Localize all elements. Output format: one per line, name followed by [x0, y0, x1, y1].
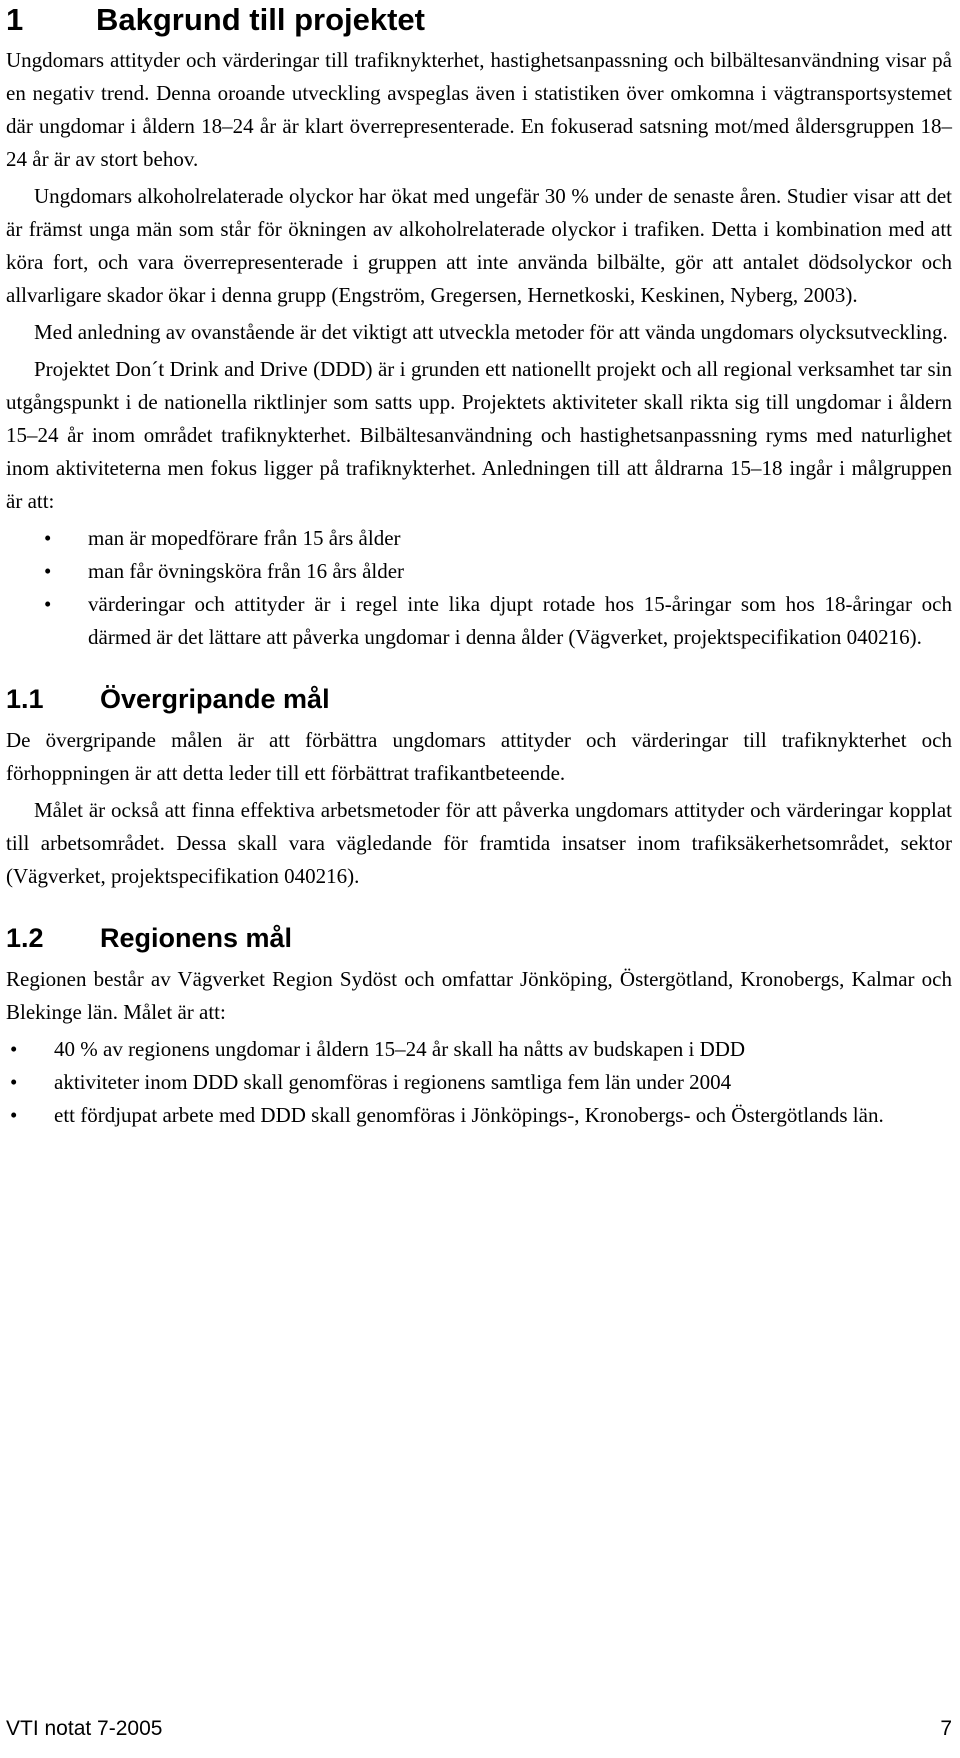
paragraph: Regionen består av Vägverket Region Sydöst och omfattar Jönköping, Östergötland, Kronobergs, Kalmar och Blekinge län. Målet är att:: [6, 967, 952, 1024]
list-item-text: ett fördjupat arbete med DDD skall genomföras i Jönköpings-, Kronobergs- och Östergötlands län.: [54, 1103, 884, 1127]
bullet-list: [6, 522, 952, 654]
list-item-text: man får övningsköra från 16 års ålder: [88, 559, 405, 583]
bullet-icon: •: [10, 1103, 18, 1127]
section-title: Övergripande mål: [100, 684, 330, 714]
section-number: 1.2: [6, 923, 44, 953]
page-number: 7: [940, 1717, 952, 1740]
section-number: 1: [6, 2, 24, 37]
bullet-list: [6, 1033, 952, 1132]
list-item-text: man är mopedförare från 15 års ålder: [88, 526, 401, 550]
bullet-icon: •: [10, 1037, 18, 1061]
list-item: [6, 588, 952, 654]
section-heading-1-2: [6, 921, 952, 955]
list-item-text: aktiviteter inom DDD skall genomföras i regionens samtliga fem län under 2004: [54, 1070, 732, 1094]
list-item-text: 40 % av regionens ungdomar i åldern 15–24 år skall ha nåtts av budskapen i DDD: [54, 1037, 746, 1061]
paragraph: Ungdomars attityder och värderingar till trafiknykterhet, hastighetsanpassning och bilbältesanvändning visar på en negativ trend. Denna oroande utveckling avspeglas även i statistiken över omkomna i vägtransportsystemet där ungdomar i åldern 18–24 år är klart överrepresenterade. En fokuserad satsning mot/med åldersgruppen 18–24 år är av stort behov.: [6, 48, 952, 171]
paragraph: Projektet Don´t Drink and Drive (DDD) är i grunden ett nationellt projekt och all regional verksamhet tar sin utgångspunkt i de nationella riktlinjer som satts upp. Projektets aktiviteter skall rikta sig till ungdomar i åldern 15–24 år inom området trafiknykterhet. Bilbältesanvändning och hastighetsanpassning ryms med naturlighet inom aktiviteterna men fokus ligger på trafiknykterhet. Anledningen till att åldrarna 15–18 ingår i målgruppen är att:: [6, 357, 952, 513]
section-number: 1.1: [6, 684, 44, 714]
paragraph: Med anledning av ovanstående är det viktigt att utveckla metoder för att vända ungdomars olycksutveckling.: [34, 320, 948, 344]
list-item-text: värderingar och attityder är i regel inte lika djupt rotade hos 15-åringar som hos 18-åringar och därmed är det lättare att påverka ungdomar i denna ålder (Vägverket, projektspecifikation 040216).: [88, 592, 952, 649]
bullet-icon: •: [44, 559, 52, 583]
footer-publication: VTI notat 7-2005: [6, 1717, 163, 1740]
bullet-icon: •: [44, 592, 52, 616]
paragraph: Ungdomars alkoholrelaterade olyckor har ökat med ungefär 30 % under de senaste åren. Studier visar att det är främst unga män som står för ökningen av alkoholrelaterade olyckor i trafiken. Detta i kombination med att köra fort, och vara överrepresenterade i gruppen att inte använda bilbälte, gör att antalet dödsolyckor och allvarligare skador ökar i denna grupp (Engström, Gregersen, Hernetkoski, Keskinen, Nyberg, 2003).: [6, 184, 952, 307]
section-title: Bakgrund till projektet: [96, 2, 425, 37]
paragraph: Målet är också att finna effektiva arbetsmetoder för att påverka ungdomars attityder och värderingar kopplat till arbetsområdet. Dessa skall vara vägledande för framtida insatser inom trafiksäkerhetsområdet, sektor (Vägverket, projektspecifikation 040216).: [6, 798, 952, 888]
list-item: [6, 522, 952, 555]
paragraph: De övergripande målen är att förbättra ungdomars attityder och värderingar till trafiknykterhet och förhoppningen är att detta leder till ett förbättrat trafikantbeteende.: [6, 728, 952, 785]
list-item: [6, 1066, 952, 1099]
page-footer: [6, 1716, 952, 1742]
bullet-icon: •: [10, 1070, 18, 1094]
list-item: [6, 555, 952, 588]
list-item: [6, 1099, 952, 1132]
section-heading-1: [6, 2, 952, 38]
section-heading-1-1: [6, 682, 952, 716]
section-title: Regionens mål: [100, 923, 293, 953]
bullet-icon: •: [44, 526, 52, 550]
list-item: [6, 1033, 952, 1066]
